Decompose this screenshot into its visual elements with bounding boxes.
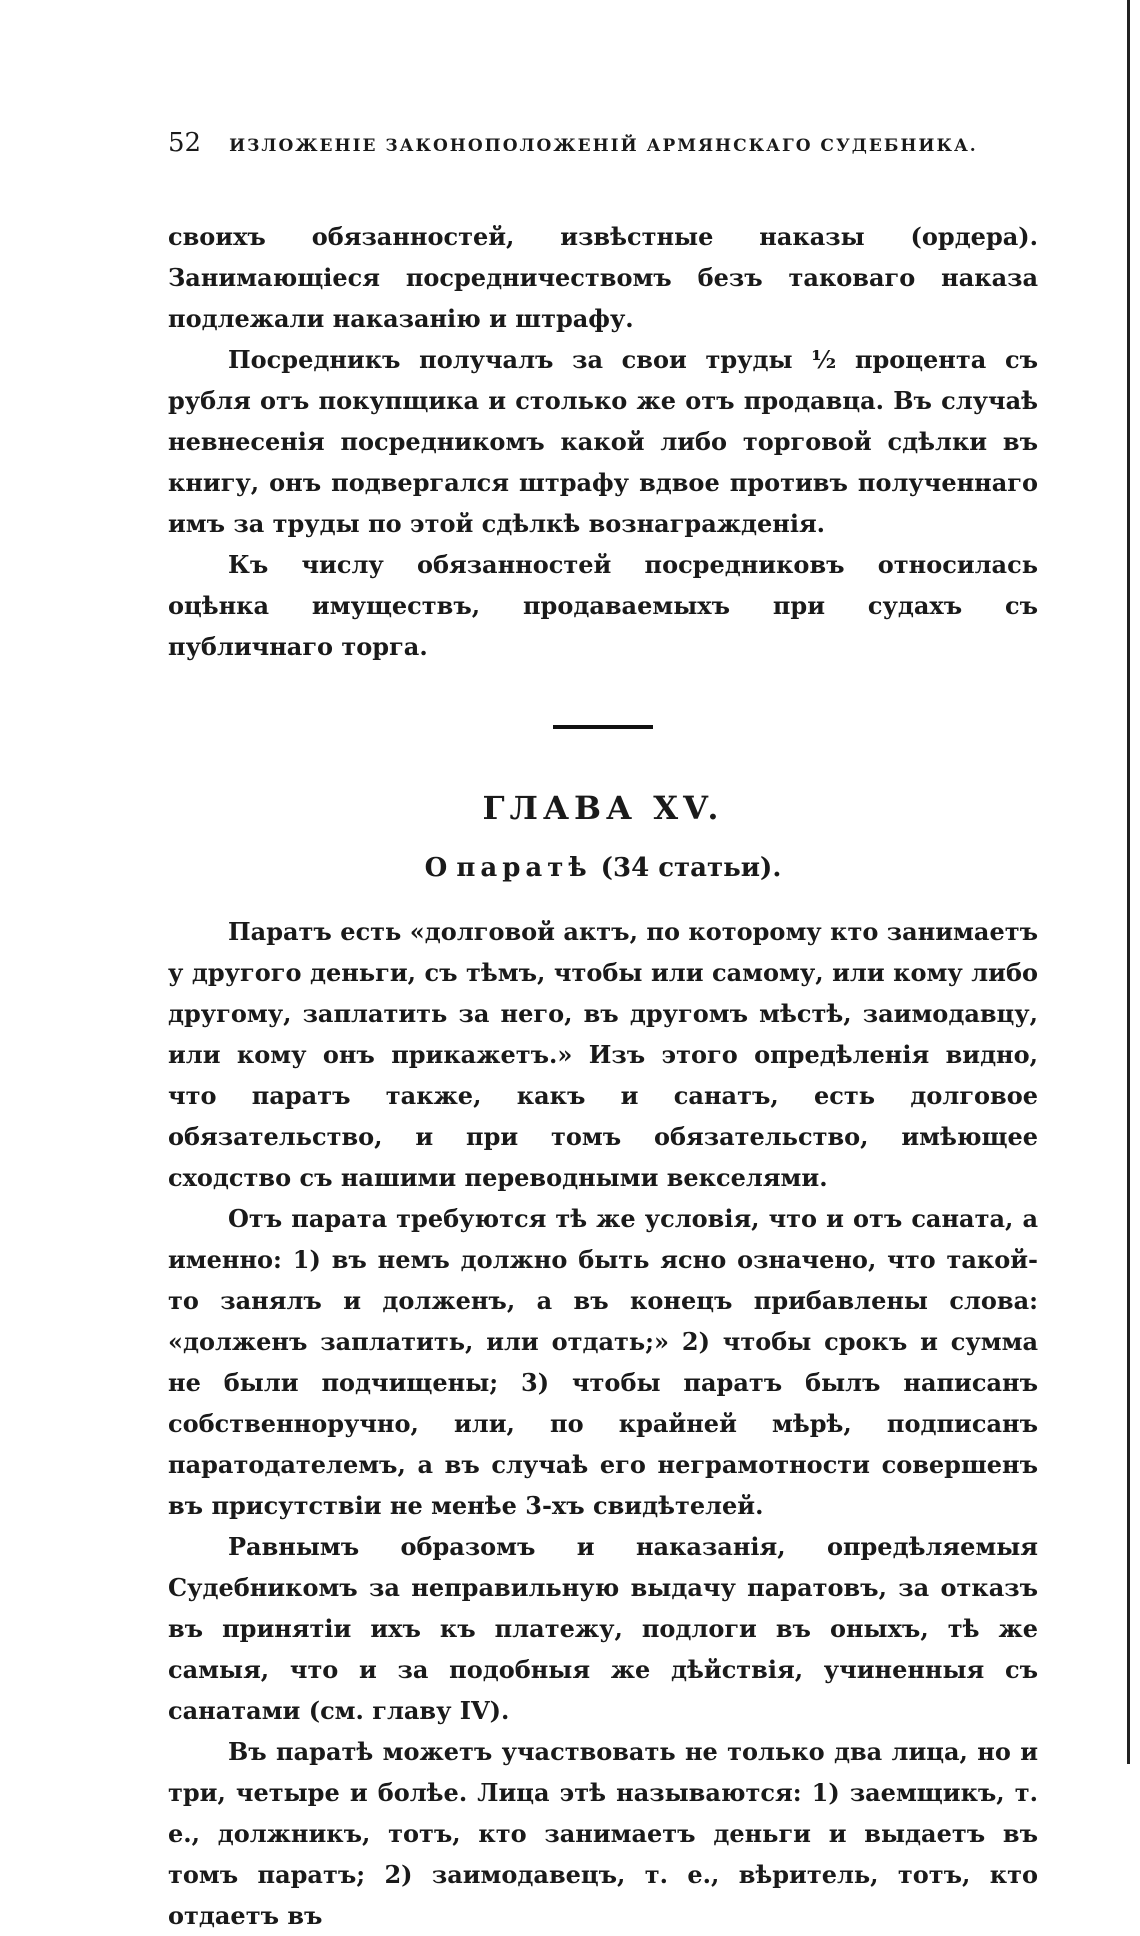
paragraph: Равнымъ образомъ и наказанія, опредѣляемыя Судебникомъ за неправильную выдачу паратовъ, за отказъ въ принятіи ихъ къ платежу, подлоги въ оныхъ, тѣ же самыя, что и за подобныя же дѣйствія, учиненныя съ санатами (см. главу IV).: [168, 1532, 1038, 1725]
book-page: [168, 128, 1038, 1936]
section-divider: [553, 725, 653, 729]
page-edge-line: [1127, 0, 1130, 1764]
chapter-subtitle: [168, 853, 1038, 883]
paragraph: своихъ обязанностей, извѣстные наказы (ордера). Занимающіеся посредничествомъ безъ таковаго наказа подлежали наказанію и штрафу.: [168, 222, 1038, 333]
chapter-subtitle-suffix: (34 статьи).: [600, 853, 782, 883]
chapter-title: ГЛАВА XV.: [482, 789, 724, 827]
paragraph: Отъ парата требуются тѣ же условія, что и отъ саната, а именно: 1) въ немъ должно быть ясно означено, что такой-то занялъ и долженъ, а въ конецъ прибавлены слова: «долженъ заплатить, или отдать;» 2) чтобы срокъ и сумма не были подчищены; 3) чтобы паратъ былъ написанъ собственноручно, или, по крайней мѣрѣ, подписанъ паратодателемъ, а въ случаѣ его неграмотности совершенъ въ присутствіи не менѣе 3-хъ свидѣтелей.: [168, 1204, 1038, 1520]
paragraph: Посредникъ получалъ за свои труды ½ процента съ рубля отъ покупщика и столько же отъ продавца. Въ случаѣ невнесенія посредникомъ какой либо торговой сдѣлки въ книгу, онъ подвергался штрафу вдвое противъ полученнаго имъ за труды по этой сдѣлкѣ вознагражденія.: [168, 345, 1038, 538]
chapter-subtitle-prefix: О: [424, 853, 448, 883]
paragraph: Въ паратѣ можетъ участвовать не только два лица, но и три, четыре и болѣе. Лица этѣ называются: 1) заемщикъ, т. е., должникъ, тотъ, кто занимаетъ деньги и выдаетъ въ томъ паратъ; 2) заимодавецъ, т. е., вѣритель, тотъ, кто отдаетъ въ: [168, 1737, 1038, 1930]
page-header: [168, 128, 1038, 168]
paragraph: Къ числу обязанностей посредниковъ относилась оцѣнка имуществъ, продаваемыхъ при судахъ съ публичнаго торга.: [168, 550, 1038, 661]
top-text-block: [168, 216, 1038, 667]
chapter-subtitle-word: паратѣ: [456, 853, 592, 883]
bottom-text-block: [168, 911, 1038, 1936]
page-number: 52: [168, 128, 202, 158]
paragraph: Паратъ есть «долговой актъ, по которому кто занимаетъ у другого деньги, съ тѣмъ, чтобы или самому, или кому либо другому, заплатить за него, въ другомъ мѣстѣ, заимодавцу, или кому онъ прикажетъ.» Изъ этого опредѣленія видно, что паратъ также, какъ и санатъ, есть долговое обязательство, и при томъ обязательство, имѣющее сходство съ нашими переводными векселями.: [168, 917, 1038, 1192]
running-title: ИЗЛОЖЕНІЕ ЗАКОНОПОЛОЖЕНІЙ АРМЯНСКАГО СУДЕБНИКА.: [229, 136, 978, 156]
